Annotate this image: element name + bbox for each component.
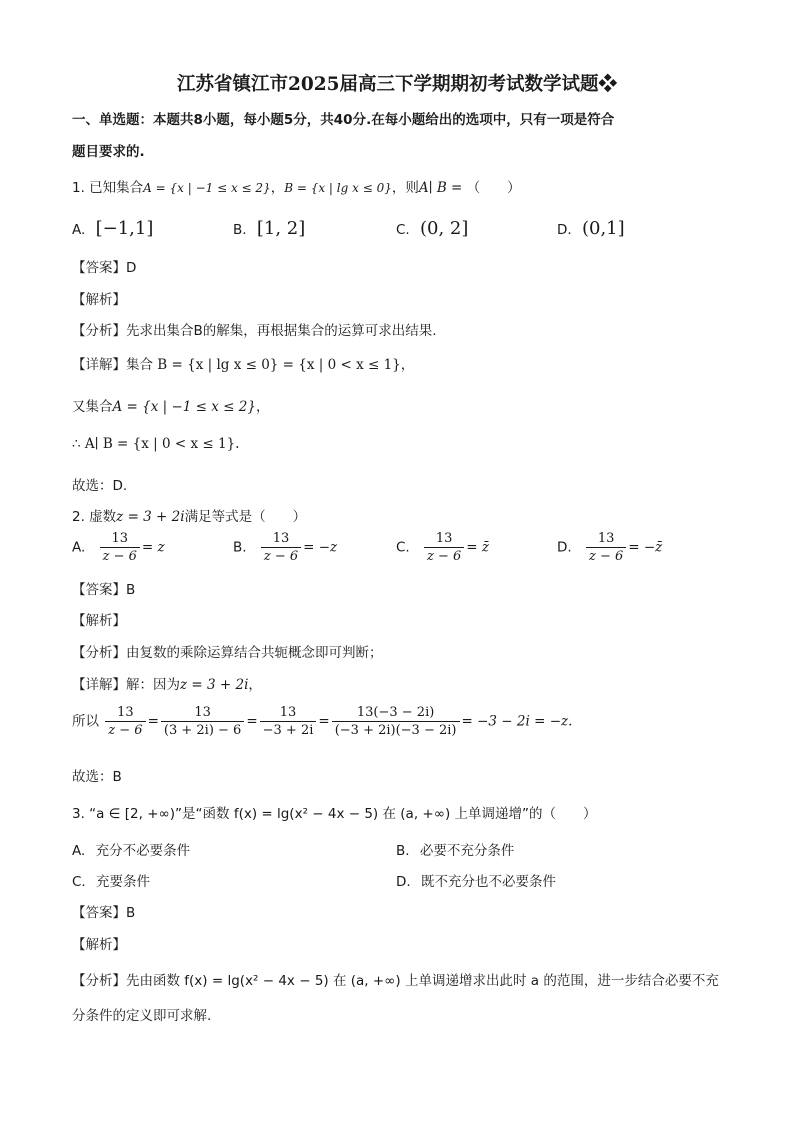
q1-paren: （ ） — [466, 180, 521, 196]
detail2-suffix: ， — [255, 399, 270, 415]
option-fraction: $\frac{13}{z - 6}$ — [261, 530, 301, 565]
fenxi-text: 先求出集合B的解集，再根据集合的运算可求出结果. — [126, 323, 437, 339]
question-3-stem: 3. “a ∈ [2, +∞)”是“函数 f(x) = lg(x² − 4x − 5) 在 (a, +∞) 上单调递增”的（ ） — [72, 806, 597, 822]
option-value: [1, 2] — [256, 218, 306, 239]
option-rhs: = −z̄ — [628, 539, 663, 556]
option-value: 必要不充分条件 — [419, 843, 515, 859]
option-label: A. — [72, 222, 86, 238]
answer-tag: 【答案】 — [72, 260, 126, 276]
option-label: C. — [72, 874, 86, 890]
option-rhs: = −z — [303, 539, 338, 556]
detail2-prefix: 所以 — [72, 713, 99, 730]
option-label: C. — [396, 539, 410, 556]
q2-option-c — [396, 530, 489, 565]
q2-analysis-tag: 【解析】 — [72, 613, 126, 629]
q1-detail-3: ∴ A∣ B = {x | 0 < x ≤ 1}. — [72, 436, 240, 452]
option-fraction: $\frac{13}{z - 6}$ — [100, 530, 140, 565]
option-label: B. — [396, 843, 410, 859]
option-value: 充要条件 — [96, 874, 151, 890]
question-2-stem — [72, 505, 306, 525]
q1-mid: ，则 — [391, 180, 419, 196]
q2-option-a — [72, 530, 165, 565]
q3-option-a — [72, 839, 190, 859]
option-value: 既不充分也不必要条件 — [420, 874, 556, 890]
detail-tag: 【详解】 — [72, 357, 126, 373]
option-label: D. — [396, 874, 411, 890]
fraction-4: $\frac{13(-3 - 2i)}{(-3 + 2i)(-3 - 2i)}$ — [332, 704, 460, 739]
q2-option-d — [557, 530, 662, 565]
q1-set-a: A = {x | −1 ≤ x ≤ 2} — [143, 181, 271, 195]
fenxi-text: 先由函数 f(x) = lg(x² − 4x − 5) 在 (a, +∞) 上单调递增求出此时 a 的范围，进一步结合必要不充 — [126, 973, 719, 989]
option-value: 充分不必要条件 — [95, 843, 191, 859]
question-1-stem — [72, 176, 521, 196]
q2-fenxi — [72, 641, 383, 661]
detail1-math: z = 3 + 2i — [180, 677, 249, 693]
q3-analysis-tag: 【解析】 — [72, 937, 126, 953]
q2-choice: 故选：B — [72, 769, 122, 785]
q2-math: z = 3 + 2i — [116, 509, 185, 525]
q1-choice: 故选：D. — [72, 478, 128, 494]
answer-value: D — [126, 260, 137, 276]
answer-tag: 【答案】 — [72, 582, 126, 598]
q1-option-c — [396, 218, 468, 239]
q2-detail-2: 所以 $\frac{13}{z - 6}$ = $\frac{13}{(3 + 2i) - 6}$ = $\frac{13}{-3 + 2i}$ = $\frac{13(-3 - 2i)}{(-3 + 2i)(-3 - 2i)}$ = −3 − 2i = −z. — [72, 705, 573, 738]
q3-option-c — [72, 870, 150, 890]
detail2-prefix: 又集合 — [72, 399, 113, 415]
option-label: A. — [72, 539, 86, 556]
q2-suffix: 满足等式是（ ） — [184, 509, 307, 525]
option-value: (0, 2] — [420, 218, 469, 239]
q1-option-a — [72, 218, 153, 239]
detail-tag: 【详解】 — [72, 677, 126, 693]
fraction-1: $\frac{13}{z - 6}$ — [105, 704, 145, 739]
option-label: B. — [233, 222, 247, 238]
option-label: B. — [233, 539, 247, 556]
q3-option-b — [396, 839, 514, 859]
fenxi-text: 由复数的乘除运算结合共轭概念即可判断； — [126, 645, 383, 661]
detail1-suffix: ， — [248, 677, 262, 693]
answer-tag: 【答案】 — [72, 905, 126, 921]
option-value: (0,1] — [581, 218, 625, 239]
option-label: C. — [396, 222, 410, 238]
section-heading-cont: 题目要求的. — [72, 144, 145, 160]
q1-answer — [72, 256, 136, 276]
option-fraction: $\frac{13}{z - 6}$ — [424, 530, 464, 565]
q2-prefix: 2. 虚数 — [72, 509, 117, 525]
q1-sep: ， — [270, 180, 285, 196]
q1-detail-2 — [72, 395, 269, 415]
q1-set-b: B = {x | lg x ≤ 0} — [284, 181, 392, 195]
fraction-2: $\frac{13}{(3 + 2i) - 6}$ — [161, 704, 244, 739]
q2-answer — [72, 578, 135, 598]
q1-prefix: 1. 已知集合 — [72, 180, 144, 196]
option-rhs: = z̄ — [466, 539, 490, 556]
answer-value: B — [126, 582, 136, 598]
answer-value: B — [126, 905, 136, 921]
fenxi-tag: 【分析】 — [72, 323, 126, 339]
q1-analysis-tag: 【解析】 — [72, 292, 126, 308]
q1-option-d — [557, 218, 625, 239]
option-rhs: = z — [141, 539, 165, 556]
q1-detail — [72, 353, 414, 373]
q2-detail — [72, 673, 262, 693]
q2-option-b — [233, 530, 337, 565]
detail-text: 集合 B = {x | lg x ≤ 0} = {x | 0 < x ≤ 1}， — [126, 357, 415, 373]
option-label: D. — [557, 222, 572, 238]
q1-option-b — [233, 218, 305, 239]
q1-fenxi — [72, 319, 437, 339]
fenxi-tag: 【分析】 — [72, 973, 126, 989]
option-label: D. — [557, 539, 572, 556]
q3-option-d — [396, 870, 556, 890]
q3-answer — [72, 901, 135, 921]
q3-fenxi — [72, 969, 719, 989]
section-heading: 一、单选题：本题共8小题，每小题5分，共40分.在每小题给出的选项中，只有一项是符合 — [72, 112, 615, 128]
detail2-tail: = −3 − 2i = −z. — [461, 713, 573, 730]
fenxi-tag: 【分析】 — [72, 645, 126, 661]
option-fraction: $\frac{13}{z - 6}$ — [586, 530, 626, 565]
fraction-3: $\frac{13}{-3 + 2i}$ — [260, 704, 317, 739]
page-title: 江苏省镇江市2025届高三下学期期初考试数学试题❖ — [177, 74, 617, 95]
detail1-prefix: 解：因为 — [126, 677, 180, 693]
option-value: [−1,1] — [95, 218, 154, 239]
detail2-math: A = {x | −1 ≤ x ≤ 2} — [112, 399, 256, 415]
option-label: A. — [72, 843, 86, 859]
q1-ask: A∣ B = — [418, 180, 463, 196]
q3-fenxi-cont: 分条件的定义即可求解. — [72, 1008, 212, 1024]
